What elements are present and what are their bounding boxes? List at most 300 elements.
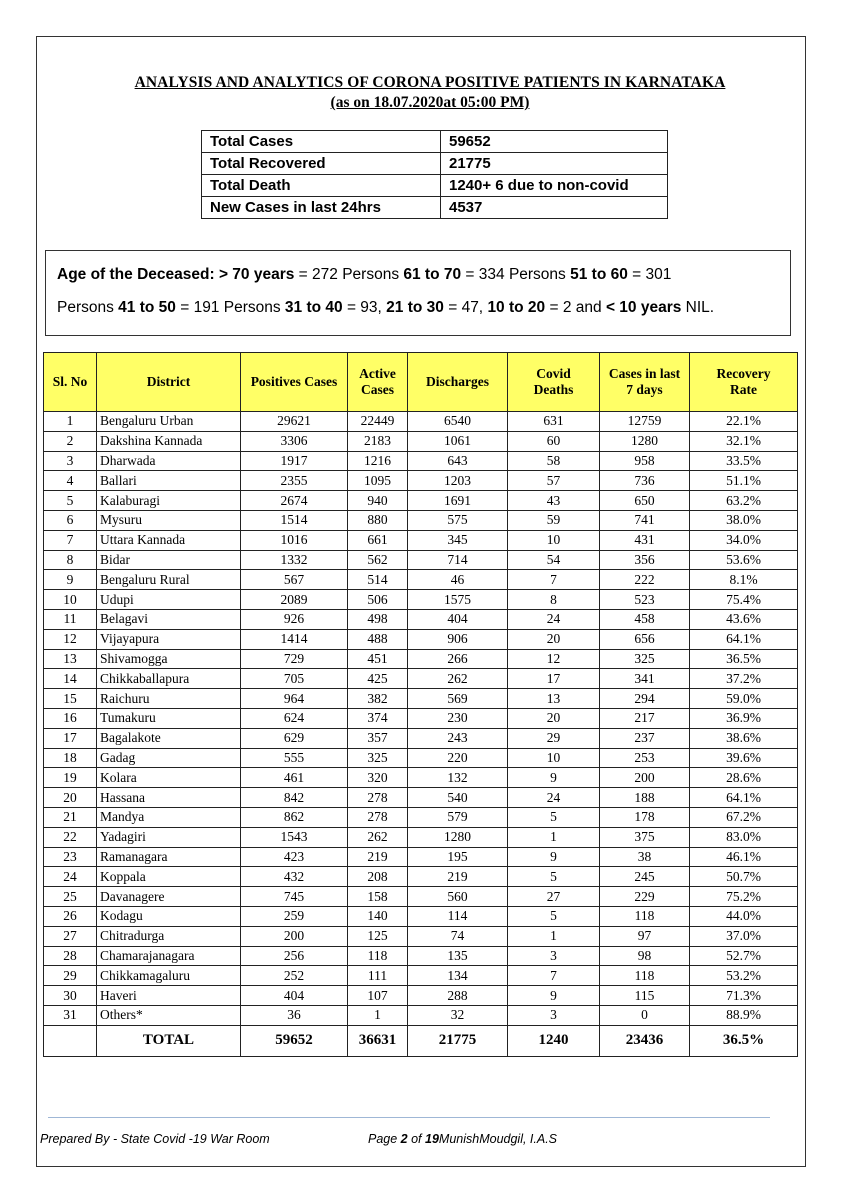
col-header-discharges: Discharges bbox=[408, 353, 508, 412]
row-deaths: 3 bbox=[508, 946, 600, 966]
row-slno: 9 bbox=[44, 570, 97, 590]
row-active: 1216 bbox=[348, 451, 408, 471]
row-deaths: 1 bbox=[508, 926, 600, 946]
age-value-4: = 191 Persons bbox=[175, 299, 285, 316]
age-line-1 bbox=[57, 258, 790, 291]
row-deaths: 9 bbox=[508, 847, 600, 867]
row-positives: 624 bbox=[241, 708, 348, 728]
row-discharges: 266 bbox=[408, 649, 508, 669]
row-discharges: 134 bbox=[408, 966, 508, 986]
row-active: 661 bbox=[348, 530, 408, 550]
table-row bbox=[44, 689, 798, 709]
row-district: Dakshina Kannada bbox=[97, 431, 241, 451]
row-active: 880 bbox=[348, 510, 408, 530]
row-positives: 2089 bbox=[241, 590, 348, 610]
table-row bbox=[44, 906, 798, 926]
row-deaths: 9 bbox=[508, 986, 600, 1006]
row-deaths: 13 bbox=[508, 689, 600, 709]
row-last7: 38 bbox=[600, 847, 690, 867]
row-discharges: 1280 bbox=[408, 827, 508, 847]
row-district: Uttara Kannada bbox=[97, 530, 241, 550]
row-district: Chikkaballapura bbox=[97, 669, 241, 689]
row-active: 111 bbox=[348, 966, 408, 986]
summary-value: 21775 bbox=[441, 153, 668, 175]
table-row bbox=[44, 629, 798, 649]
row-positives: 964 bbox=[241, 689, 348, 709]
table-row bbox=[44, 491, 798, 511]
row-district: Shivamogga bbox=[97, 649, 241, 669]
row-discharges: 540 bbox=[408, 788, 508, 808]
row-deaths: 8 bbox=[508, 590, 600, 610]
row-discharges: 404 bbox=[408, 609, 508, 629]
row-district: Haveri bbox=[97, 986, 241, 1006]
row-recovery: 75.2% bbox=[690, 887, 798, 907]
row-positives: 705 bbox=[241, 669, 348, 689]
row-slno: 3 bbox=[44, 451, 97, 471]
row-active: 107 bbox=[348, 986, 408, 1006]
row-positives: 200 bbox=[241, 926, 348, 946]
table-row bbox=[44, 471, 798, 491]
row-slno: 26 bbox=[44, 906, 97, 926]
table-row bbox=[44, 946, 798, 966]
total-slno-cell bbox=[44, 1025, 97, 1056]
row-slno: 15 bbox=[44, 689, 97, 709]
summary-row bbox=[202, 175, 668, 197]
row-district: Yadagiri bbox=[97, 827, 241, 847]
col-header-active-line1: Active bbox=[359, 366, 396, 381]
row-discharges: 6540 bbox=[408, 412, 508, 432]
row-district: Others* bbox=[97, 1005, 241, 1025]
row-positives: 1543 bbox=[241, 827, 348, 847]
table-row bbox=[44, 788, 798, 808]
total-last7: 23436 bbox=[600, 1025, 690, 1056]
row-positives: 729 bbox=[241, 649, 348, 669]
row-deaths: 24 bbox=[508, 788, 600, 808]
table-row bbox=[44, 926, 798, 946]
table-row bbox=[44, 728, 798, 748]
table-row bbox=[44, 510, 798, 530]
total-deaths: 1240 bbox=[508, 1025, 600, 1056]
row-discharges: 560 bbox=[408, 887, 508, 907]
col-header-active bbox=[348, 353, 408, 412]
row-district: Mysuru bbox=[97, 510, 241, 530]
row-slno: 23 bbox=[44, 847, 97, 867]
row-slno: 27 bbox=[44, 926, 97, 946]
row-district: Belagavi bbox=[97, 609, 241, 629]
row-discharges: 345 bbox=[408, 530, 508, 550]
row-deaths: 5 bbox=[508, 807, 600, 827]
row-deaths: 631 bbox=[508, 412, 600, 432]
row-slno: 19 bbox=[44, 768, 97, 788]
summary-value: 59652 bbox=[441, 131, 668, 153]
row-positives: 926 bbox=[241, 609, 348, 629]
row-active: 158 bbox=[348, 887, 408, 907]
table-row bbox=[44, 827, 798, 847]
age-label: Age of the Deceased: bbox=[57, 266, 215, 283]
col-header-district: District bbox=[97, 353, 241, 412]
row-positives: 745 bbox=[241, 887, 348, 907]
row-positives: 252 bbox=[241, 966, 348, 986]
row-last7: 253 bbox=[600, 748, 690, 768]
row-recovery: 63.2% bbox=[690, 491, 798, 511]
row-active: 506 bbox=[348, 590, 408, 610]
row-active: 1 bbox=[348, 1005, 408, 1025]
row-positives: 1414 bbox=[241, 629, 348, 649]
table-row bbox=[44, 748, 798, 768]
row-district: Gadag bbox=[97, 748, 241, 768]
age-value-8: NIL. bbox=[681, 299, 715, 316]
row-positives: 432 bbox=[241, 867, 348, 887]
total-discharges: 21775 bbox=[408, 1025, 508, 1056]
age-range-1: > 70 years bbox=[218, 266, 295, 283]
row-positives: 256 bbox=[241, 946, 348, 966]
col-header-recovery-line2: Rate bbox=[730, 382, 757, 397]
table-row bbox=[44, 867, 798, 887]
row-district: Dharwada bbox=[97, 451, 241, 471]
col-header-deaths-line1: Covid bbox=[536, 366, 571, 381]
row-positives: 461 bbox=[241, 768, 348, 788]
row-slno: 17 bbox=[44, 728, 97, 748]
row-positives: 1016 bbox=[241, 530, 348, 550]
table-row bbox=[44, 570, 798, 590]
summary-row bbox=[202, 131, 668, 153]
row-recovery: 53.2% bbox=[690, 966, 798, 986]
row-slno: 30 bbox=[44, 986, 97, 1006]
row-positives: 1332 bbox=[241, 550, 348, 570]
row-deaths: 10 bbox=[508, 530, 600, 550]
age-value-6: = 47, bbox=[443, 299, 488, 316]
table-row bbox=[44, 412, 798, 432]
row-discharges: 46 bbox=[408, 570, 508, 590]
row-district: Bidar bbox=[97, 550, 241, 570]
age-line-2 bbox=[57, 291, 790, 324]
row-positives: 862 bbox=[241, 807, 348, 827]
age-range-2: 61 to 70 bbox=[403, 266, 462, 283]
row-recovery: 38.6% bbox=[690, 728, 798, 748]
row-positives: 404 bbox=[241, 986, 348, 1006]
row-recovery: 50.7% bbox=[690, 867, 798, 887]
row-active: 488 bbox=[348, 629, 408, 649]
row-active: 940 bbox=[348, 491, 408, 511]
row-positives: 567 bbox=[241, 570, 348, 590]
table-row bbox=[44, 887, 798, 907]
age-range-6: 21 to 30 bbox=[386, 299, 444, 316]
row-district: Udupi bbox=[97, 590, 241, 610]
row-discharges: 579 bbox=[408, 807, 508, 827]
row-slno: 25 bbox=[44, 887, 97, 907]
row-last7: 325 bbox=[600, 649, 690, 669]
row-last7: 178 bbox=[600, 807, 690, 827]
age-range-8: < 10 years bbox=[605, 299, 682, 316]
row-last7: 118 bbox=[600, 966, 690, 986]
row-recovery: 33.5% bbox=[690, 451, 798, 471]
age-range-5: 31 to 40 bbox=[284, 299, 343, 316]
row-district: Chitradurga bbox=[97, 926, 241, 946]
footer-page-number: 2 bbox=[400, 1132, 408, 1146]
row-discharges: 243 bbox=[408, 728, 508, 748]
table-row bbox=[44, 986, 798, 1006]
row-deaths: 12 bbox=[508, 649, 600, 669]
row-discharges: 1575 bbox=[408, 590, 508, 610]
row-deaths: 7 bbox=[508, 966, 600, 986]
row-last7: 431 bbox=[600, 530, 690, 550]
row-recovery: 44.0% bbox=[690, 906, 798, 926]
row-deaths: 5 bbox=[508, 867, 600, 887]
row-positives: 1514 bbox=[241, 510, 348, 530]
table-row bbox=[44, 768, 798, 788]
row-active: 382 bbox=[348, 689, 408, 709]
row-slno: 29 bbox=[44, 966, 97, 986]
row-district: Chikkamagaluru bbox=[97, 966, 241, 986]
col-header-positives: Positives Cases bbox=[241, 353, 348, 412]
row-district: Bagalakote bbox=[97, 728, 241, 748]
row-district: Bengaluru Rural bbox=[97, 570, 241, 590]
row-district: Kodagu bbox=[97, 906, 241, 926]
row-last7: 1280 bbox=[600, 431, 690, 451]
row-recovery: 39.6% bbox=[690, 748, 798, 768]
row-active: 22449 bbox=[348, 412, 408, 432]
row-recovery: 32.1% bbox=[690, 431, 798, 451]
summary-label: Total Recovered bbox=[202, 153, 441, 175]
row-slno: 18 bbox=[44, 748, 97, 768]
row-positives: 259 bbox=[241, 906, 348, 926]
row-slno: 1 bbox=[44, 412, 97, 432]
total-row bbox=[44, 1025, 798, 1056]
row-last7: 741 bbox=[600, 510, 690, 530]
table-row bbox=[44, 649, 798, 669]
table-row bbox=[44, 431, 798, 451]
row-active: 2183 bbox=[348, 431, 408, 451]
document-title: ANALYSIS AND ANALYTICS OF CORONA POSITIVE PATIENTS IN KARNATAKA bbox=[134, 74, 726, 91]
summary-label: Total Cases bbox=[202, 131, 441, 153]
summary-row bbox=[202, 153, 668, 175]
row-recovery: 36.9% bbox=[690, 708, 798, 728]
row-last7: 245 bbox=[600, 867, 690, 887]
deceased-age-box bbox=[45, 250, 791, 336]
row-district: Ramanagara bbox=[97, 847, 241, 867]
footer-author: MunishMoudgil, I.A.S bbox=[438, 1132, 558, 1146]
row-district: Chamarajanagara bbox=[97, 946, 241, 966]
row-last7: 523 bbox=[600, 590, 690, 610]
row-district: Koppala bbox=[97, 867, 241, 887]
row-last7: 98 bbox=[600, 946, 690, 966]
row-district: Hassana bbox=[97, 788, 241, 808]
row-discharges: 135 bbox=[408, 946, 508, 966]
row-slno: 5 bbox=[44, 491, 97, 511]
row-active: 514 bbox=[348, 570, 408, 590]
row-recovery: 59.0% bbox=[690, 689, 798, 709]
row-recovery: 28.6% bbox=[690, 768, 798, 788]
table-row bbox=[44, 451, 798, 471]
col-header-last7-line2: 7 days bbox=[626, 382, 663, 397]
footer-page-of: of bbox=[407, 1132, 425, 1146]
district-table bbox=[43, 352, 798, 1057]
col-header-last7 bbox=[600, 353, 690, 412]
age-value-3: = 301 bbox=[627, 266, 672, 283]
row-positives: 1917 bbox=[241, 451, 348, 471]
row-slno: 20 bbox=[44, 788, 97, 808]
row-discharges: 714 bbox=[408, 550, 508, 570]
row-deaths: 54 bbox=[508, 550, 600, 570]
row-deaths: 58 bbox=[508, 451, 600, 471]
row-discharges: 195 bbox=[408, 847, 508, 867]
row-district: Kalaburagi bbox=[97, 491, 241, 511]
row-recovery: 71.3% bbox=[690, 986, 798, 1006]
row-deaths: 9 bbox=[508, 768, 600, 788]
summary-label: Total Death bbox=[202, 175, 441, 197]
row-slno: 4 bbox=[44, 471, 97, 491]
age-range-3: 51 to 60 bbox=[570, 266, 628, 283]
col-header-slno: Sl. No bbox=[44, 353, 97, 412]
row-last7: 97 bbox=[600, 926, 690, 946]
row-slno: 13 bbox=[44, 649, 97, 669]
footer-page-total: 19 bbox=[425, 1132, 439, 1146]
row-discharges: 1061 bbox=[408, 431, 508, 451]
row-positives: 842 bbox=[241, 788, 348, 808]
row-district: Kolara bbox=[97, 768, 241, 788]
summary-value: 1240+ 6 due to non-covid bbox=[441, 175, 668, 197]
table-row bbox=[44, 609, 798, 629]
row-positives: 29621 bbox=[241, 412, 348, 432]
row-active: 357 bbox=[348, 728, 408, 748]
row-discharges: 569 bbox=[408, 689, 508, 709]
row-slno: 22 bbox=[44, 827, 97, 847]
row-active: 118 bbox=[348, 946, 408, 966]
row-district: Ballari bbox=[97, 471, 241, 491]
footer-divider bbox=[48, 1117, 770, 1118]
col-header-deaths-line2: Deaths bbox=[533, 382, 574, 397]
summary-table bbox=[201, 130, 668, 219]
row-slno: 2 bbox=[44, 431, 97, 451]
row-last7: 237 bbox=[600, 728, 690, 748]
row-active: 325 bbox=[348, 748, 408, 768]
row-discharges: 262 bbox=[408, 669, 508, 689]
row-discharges: 220 bbox=[408, 748, 508, 768]
table-row bbox=[44, 550, 798, 570]
table-row bbox=[44, 590, 798, 610]
row-last7: 0 bbox=[600, 1005, 690, 1025]
table-row bbox=[44, 708, 798, 728]
total-recovery: 36.5% bbox=[690, 1025, 798, 1056]
row-recovery: 64.1% bbox=[690, 788, 798, 808]
row-deaths: 27 bbox=[508, 887, 600, 907]
row-slno: 7 bbox=[44, 530, 97, 550]
row-slno: 11 bbox=[44, 609, 97, 629]
row-recovery: 53.6% bbox=[690, 550, 798, 570]
row-slno: 8 bbox=[44, 550, 97, 570]
row-district: Tumakuru bbox=[97, 708, 241, 728]
row-positives: 629 bbox=[241, 728, 348, 748]
row-last7: 229 bbox=[600, 887, 690, 907]
row-active: 278 bbox=[348, 807, 408, 827]
age-range-7: 10 to 20 bbox=[487, 299, 546, 316]
row-recovery: 83.0% bbox=[690, 827, 798, 847]
row-deaths: 24 bbox=[508, 609, 600, 629]
row-district: Bengaluru Urban bbox=[97, 412, 241, 432]
row-last7: 294 bbox=[600, 689, 690, 709]
row-active: 125 bbox=[348, 926, 408, 946]
row-recovery: 67.2% bbox=[690, 807, 798, 827]
age-value-5: = 93, bbox=[342, 299, 387, 316]
age-value-2: = 334 Persons bbox=[461, 266, 571, 283]
row-positives: 2355 bbox=[241, 471, 348, 491]
row-slno: 24 bbox=[44, 867, 97, 887]
row-deaths: 29 bbox=[508, 728, 600, 748]
total-label: TOTAL bbox=[97, 1025, 241, 1056]
row-positives: 36 bbox=[241, 1005, 348, 1025]
row-recovery: 52.7% bbox=[690, 946, 798, 966]
row-discharges: 219 bbox=[408, 867, 508, 887]
row-active: 1095 bbox=[348, 471, 408, 491]
row-recovery: 46.1% bbox=[690, 847, 798, 867]
row-recovery: 37.0% bbox=[690, 926, 798, 946]
row-slno: 14 bbox=[44, 669, 97, 689]
row-last7: 341 bbox=[600, 669, 690, 689]
row-positives: 423 bbox=[241, 847, 348, 867]
col-header-recovery bbox=[690, 353, 798, 412]
row-last7: 356 bbox=[600, 550, 690, 570]
table-header-row bbox=[44, 353, 798, 412]
age-value-7: = 2 and bbox=[545, 299, 606, 316]
row-deaths: 59 bbox=[508, 510, 600, 530]
row-active: 219 bbox=[348, 847, 408, 867]
total-active: 36631 bbox=[348, 1025, 408, 1056]
row-recovery: 34.0% bbox=[690, 530, 798, 550]
row-discharges: 74 bbox=[408, 926, 508, 946]
age-value-1: = 272 Persons bbox=[294, 266, 404, 283]
row-discharges: 288 bbox=[408, 986, 508, 1006]
row-active: 208 bbox=[348, 867, 408, 887]
table-row bbox=[44, 966, 798, 986]
row-district: Davanagere bbox=[97, 887, 241, 907]
row-discharges: 230 bbox=[408, 708, 508, 728]
col-header-last7-line1: Cases in last bbox=[608, 366, 681, 381]
row-last7: 958 bbox=[600, 451, 690, 471]
row-slno: 28 bbox=[44, 946, 97, 966]
row-active: 374 bbox=[348, 708, 408, 728]
row-discharges: 32 bbox=[408, 1005, 508, 1025]
table-row bbox=[44, 807, 798, 827]
row-active: 498 bbox=[348, 609, 408, 629]
footer-prepared-by: Prepared By - State Covid -19 War Room bbox=[40, 1132, 270, 1146]
row-recovery: 37.2% bbox=[690, 669, 798, 689]
table-row bbox=[44, 669, 798, 689]
row-district: Mandya bbox=[97, 807, 241, 827]
row-active: 140 bbox=[348, 906, 408, 926]
row-active: 451 bbox=[348, 649, 408, 669]
row-discharges: 906 bbox=[408, 629, 508, 649]
row-active: 562 bbox=[348, 550, 408, 570]
row-last7: 222 bbox=[600, 570, 690, 590]
footer-page-info bbox=[368, 1132, 557, 1146]
table-row bbox=[44, 847, 798, 867]
row-deaths: 3 bbox=[508, 1005, 600, 1025]
row-discharges: 575 bbox=[408, 510, 508, 530]
row-deaths: 10 bbox=[508, 748, 600, 768]
row-deaths: 20 bbox=[508, 629, 600, 649]
row-discharges: 114 bbox=[408, 906, 508, 926]
row-last7: 188 bbox=[600, 788, 690, 808]
row-deaths: 5 bbox=[508, 906, 600, 926]
row-deaths: 7 bbox=[508, 570, 600, 590]
row-district: Raichuru bbox=[97, 689, 241, 709]
col-header-recovery-line1: Recovery bbox=[716, 366, 771, 381]
row-deaths: 57 bbox=[508, 471, 600, 491]
row-last7: 375 bbox=[600, 827, 690, 847]
row-slno: 16 bbox=[44, 708, 97, 728]
row-last7: 650 bbox=[600, 491, 690, 511]
row-active: 278 bbox=[348, 788, 408, 808]
